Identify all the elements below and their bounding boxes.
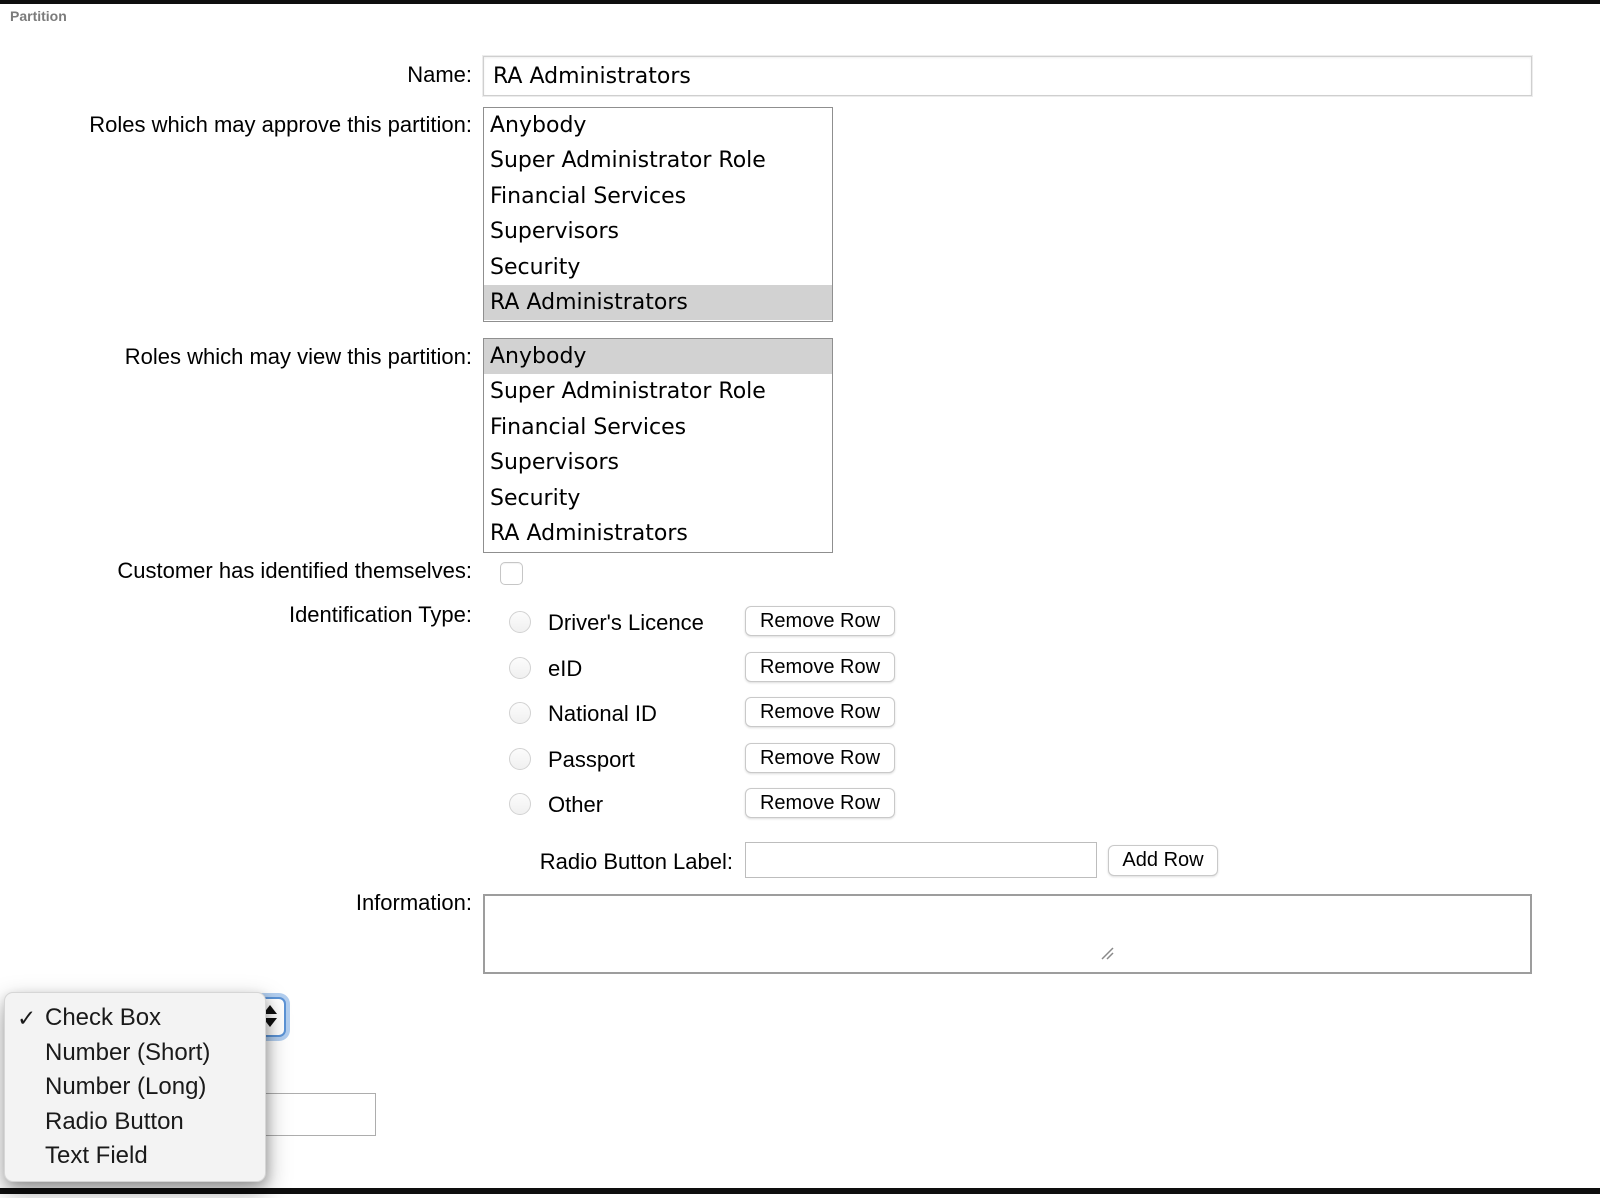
radio-button[interactable] <box>509 611 531 633</box>
page-title: Partition <box>10 8 67 24</box>
identification-option-label: Other <box>548 792 604 817</box>
listbox-option[interactable]: Supervisors <box>490 219 620 245</box>
bottom-border <box>0 1188 1600 1194</box>
remove-row-button[interactable]: Remove Row <box>745 788 895 818</box>
identification-option-label: Passport <box>548 747 635 772</box>
listbox-option[interactable]: Financial Services <box>490 414 687 440</box>
identification-option-label: Driver's Licence <box>548 610 704 635</box>
information-textarea[interactable] <box>483 894 1532 974</box>
name-input[interactable] <box>483 56 1532 96</box>
identification-option-label: eID <box>548 656 583 681</box>
dropdown-item-label: Check Box <box>45 1004 162 1031</box>
dropdown-item-selected[interactable] <box>5 1001 265 1036</box>
view-roles-label: Roles which may view this partition: <box>124 344 472 369</box>
dropdown-item[interactable] <box>5 1036 265 1071</box>
radio-button[interactable] <box>509 702 531 724</box>
dropdown-item[interactable] <box>5 1139 265 1174</box>
listbox-option[interactable]: Supervisors <box>490 450 620 476</box>
identification-row <box>500 652 1200 686</box>
dropdown-item[interactable] <box>5 1070 265 1105</box>
checkmark-icon: ✓ <box>17 1005 37 1031</box>
remove-row-button[interactable]: Remove Row <box>745 606 895 636</box>
customer-identified-checkbox[interactable] <box>500 562 523 585</box>
remove-row-button[interactable]: Remove Row <box>745 697 895 727</box>
information-label: Information: <box>355 890 472 915</box>
listbox-option[interactable]: Super Administrator Role <box>490 379 766 405</box>
listbox-option[interactable]: Security <box>490 254 581 280</box>
radio-button-label-label: Radio Button Label: <box>539 849 733 874</box>
type-dropdown-menu <box>4 992 266 1182</box>
resize-handle-icon[interactable] <box>1098 944 1114 960</box>
identification-row <box>500 788 1200 822</box>
dropdown-item-label: Number (Long) <box>45 1073 207 1101</box>
radio-button[interactable] <box>509 748 531 770</box>
radio-button[interactable] <box>509 657 531 679</box>
listbox-option-selected[interactable]: RA Administrators <box>484 285 832 320</box>
dropdown-item-label: Text Field <box>45 1142 148 1170</box>
identification-row <box>500 606 1200 640</box>
dropdown-item[interactable] <box>5 1105 265 1140</box>
remove-row-button[interactable]: Remove Row <box>745 652 895 682</box>
listbox-option[interactable]: Security <box>490 485 581 511</box>
listbox-option[interactable]: Super Administrator Role <box>490 148 766 174</box>
add-row-button[interactable]: Add Row <box>1108 845 1218 876</box>
top-border <box>0 0 1600 4</box>
listbox-option[interactable]: Anybody <box>490 113 587 138</box>
listbox-option[interactable]: Financial Services <box>490 183 687 209</box>
approve-roles-listbox[interactable] <box>483 107 833 322</box>
radio-button[interactable] <box>509 793 531 815</box>
view-roles-listbox[interactable] <box>483 338 833 553</box>
identification-type-label: Identification Type: <box>288 602 472 627</box>
remove-row-button[interactable]: Remove Row <box>745 743 895 773</box>
identification-option-label: National ID <box>548 701 657 726</box>
listbox-option[interactable]: RA Administrators <box>490 520 688 546</box>
name-label: Name: <box>407 62 472 87</box>
radio-button-label-input[interactable] <box>745 842 1097 878</box>
listbox-option-selected[interactable]: Anybody <box>484 339 832 374</box>
approve-roles-label: Roles which may approve this partition: <box>89 112 472 137</box>
dropdown-item-label: Number (Short) <box>45 1038 211 1066</box>
identification-row <box>500 697 1200 731</box>
dropdown-item-label: Radio Button <box>45 1107 184 1135</box>
identification-row <box>500 743 1200 777</box>
customer-identified-label: Customer has identified themselves: <box>117 558 472 583</box>
